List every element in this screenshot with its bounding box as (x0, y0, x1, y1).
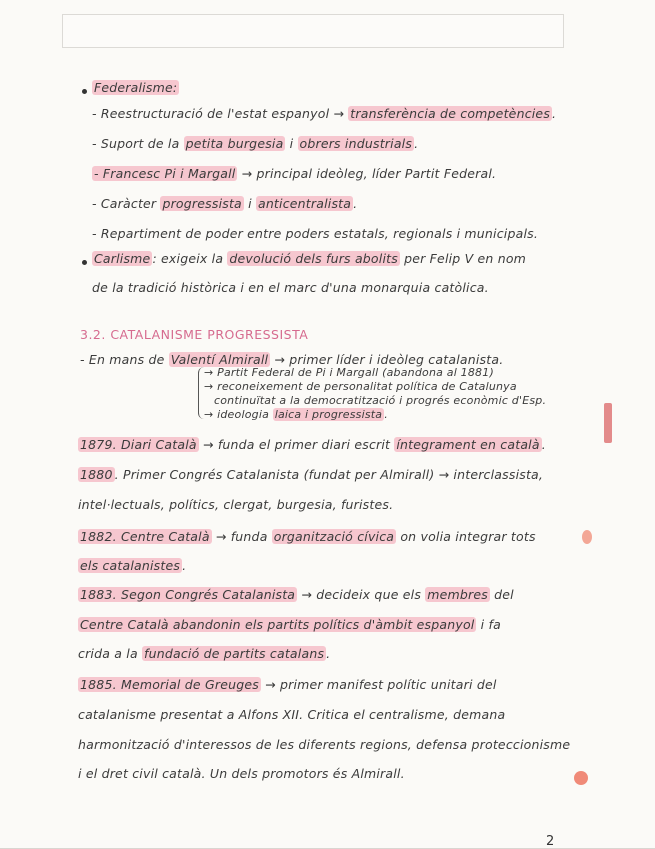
line-1885-cont3: i el dret civil català. Un dels promotors és Almirall. (78, 766, 405, 781)
bullet-federalisme (82, 89, 87, 94)
line-1883-cont2: crida a la fundació de partits catalans . (78, 646, 331, 661)
line-1880-cont: intel·lectuals, polítics, clergat, burgesia, furistes. (78, 497, 394, 512)
line-1880: 1880 . Primer Congrés Catalanista (fundat per Almirall) → interclassista, (80, 467, 544, 482)
line-tradicio: de la tradició històrica i en el marc d'una monarquia catòlica. (92, 280, 489, 295)
line-1885: 1885. Memorial de Greuges → primer manifest polític unitari del (80, 677, 497, 692)
line-1882: 1882. Centre Català → funda organització cívica on volia integrar tots (80, 529, 536, 544)
subline-reconeixement: → reconeixement de personalitat política de Catalunya (204, 380, 517, 393)
line-carlisme: Carlisme : exigeix la devolució dels furs abolits per Felip V en nom (94, 251, 527, 266)
line-almirall: - En mans de Valentí Almirall → primer líder i ideòleg catalanista. (80, 352, 504, 367)
line-federalisme: Federalisme: (94, 80, 178, 95)
pen-mark (582, 530, 592, 544)
ink-dot (574, 771, 588, 785)
line-suport: - Suport de la petita burgesia i obrers industrials . (92, 136, 419, 151)
line-1883-cont: Centre Català abandonin els partits polítics d'àmbit espanyol i fa (80, 617, 501, 632)
line-1885-cont2: harmonització d'interessos de les diferents regions, defensa proteccionisme (78, 737, 571, 752)
line-1885-cont: catalanisme presentat a Alfons XII. Critica el centralisme, demana (78, 707, 506, 722)
page-tab-marker (604, 403, 612, 443)
line-1882-cont: els catalanistes . (80, 558, 187, 573)
header-box (62, 14, 564, 48)
line-pi-margall: - Francesc Pi i Margall → principal ideòleg, líder Partit Federal. (94, 166, 497, 181)
bullet-carlisme (82, 260, 87, 265)
line-1883: 1883. Segon Congrés Catalanista → decideix que els membres del (80, 587, 514, 602)
subline-continuitat: continuïtat a la democratització i progrés econòmic d'Esp. (214, 394, 547, 407)
page-number: 2 (546, 834, 555, 849)
subline-ideologia: → ideologia laica i progressista . (204, 408, 388, 421)
line-1879: 1879. Diari Català → funda el primer diari escrit íntegrament en català . (80, 437, 546, 452)
line-caracter: - Caràcter progressista i anticentralista . (92, 196, 358, 211)
subline-partit-federal: → Partit Federal de Pi i Margall (abandona al 1881) (204, 366, 494, 379)
line-repartiment: - Repartiment de poder entre poders estatals, regionals i municipals. (92, 226, 539, 241)
section-heading: 3.2. CATALANISME PROGRESSISTA (80, 327, 309, 342)
line-reestructuracio: - Reestructuració de l'estat espanyol → transferència de competències . (92, 106, 557, 121)
